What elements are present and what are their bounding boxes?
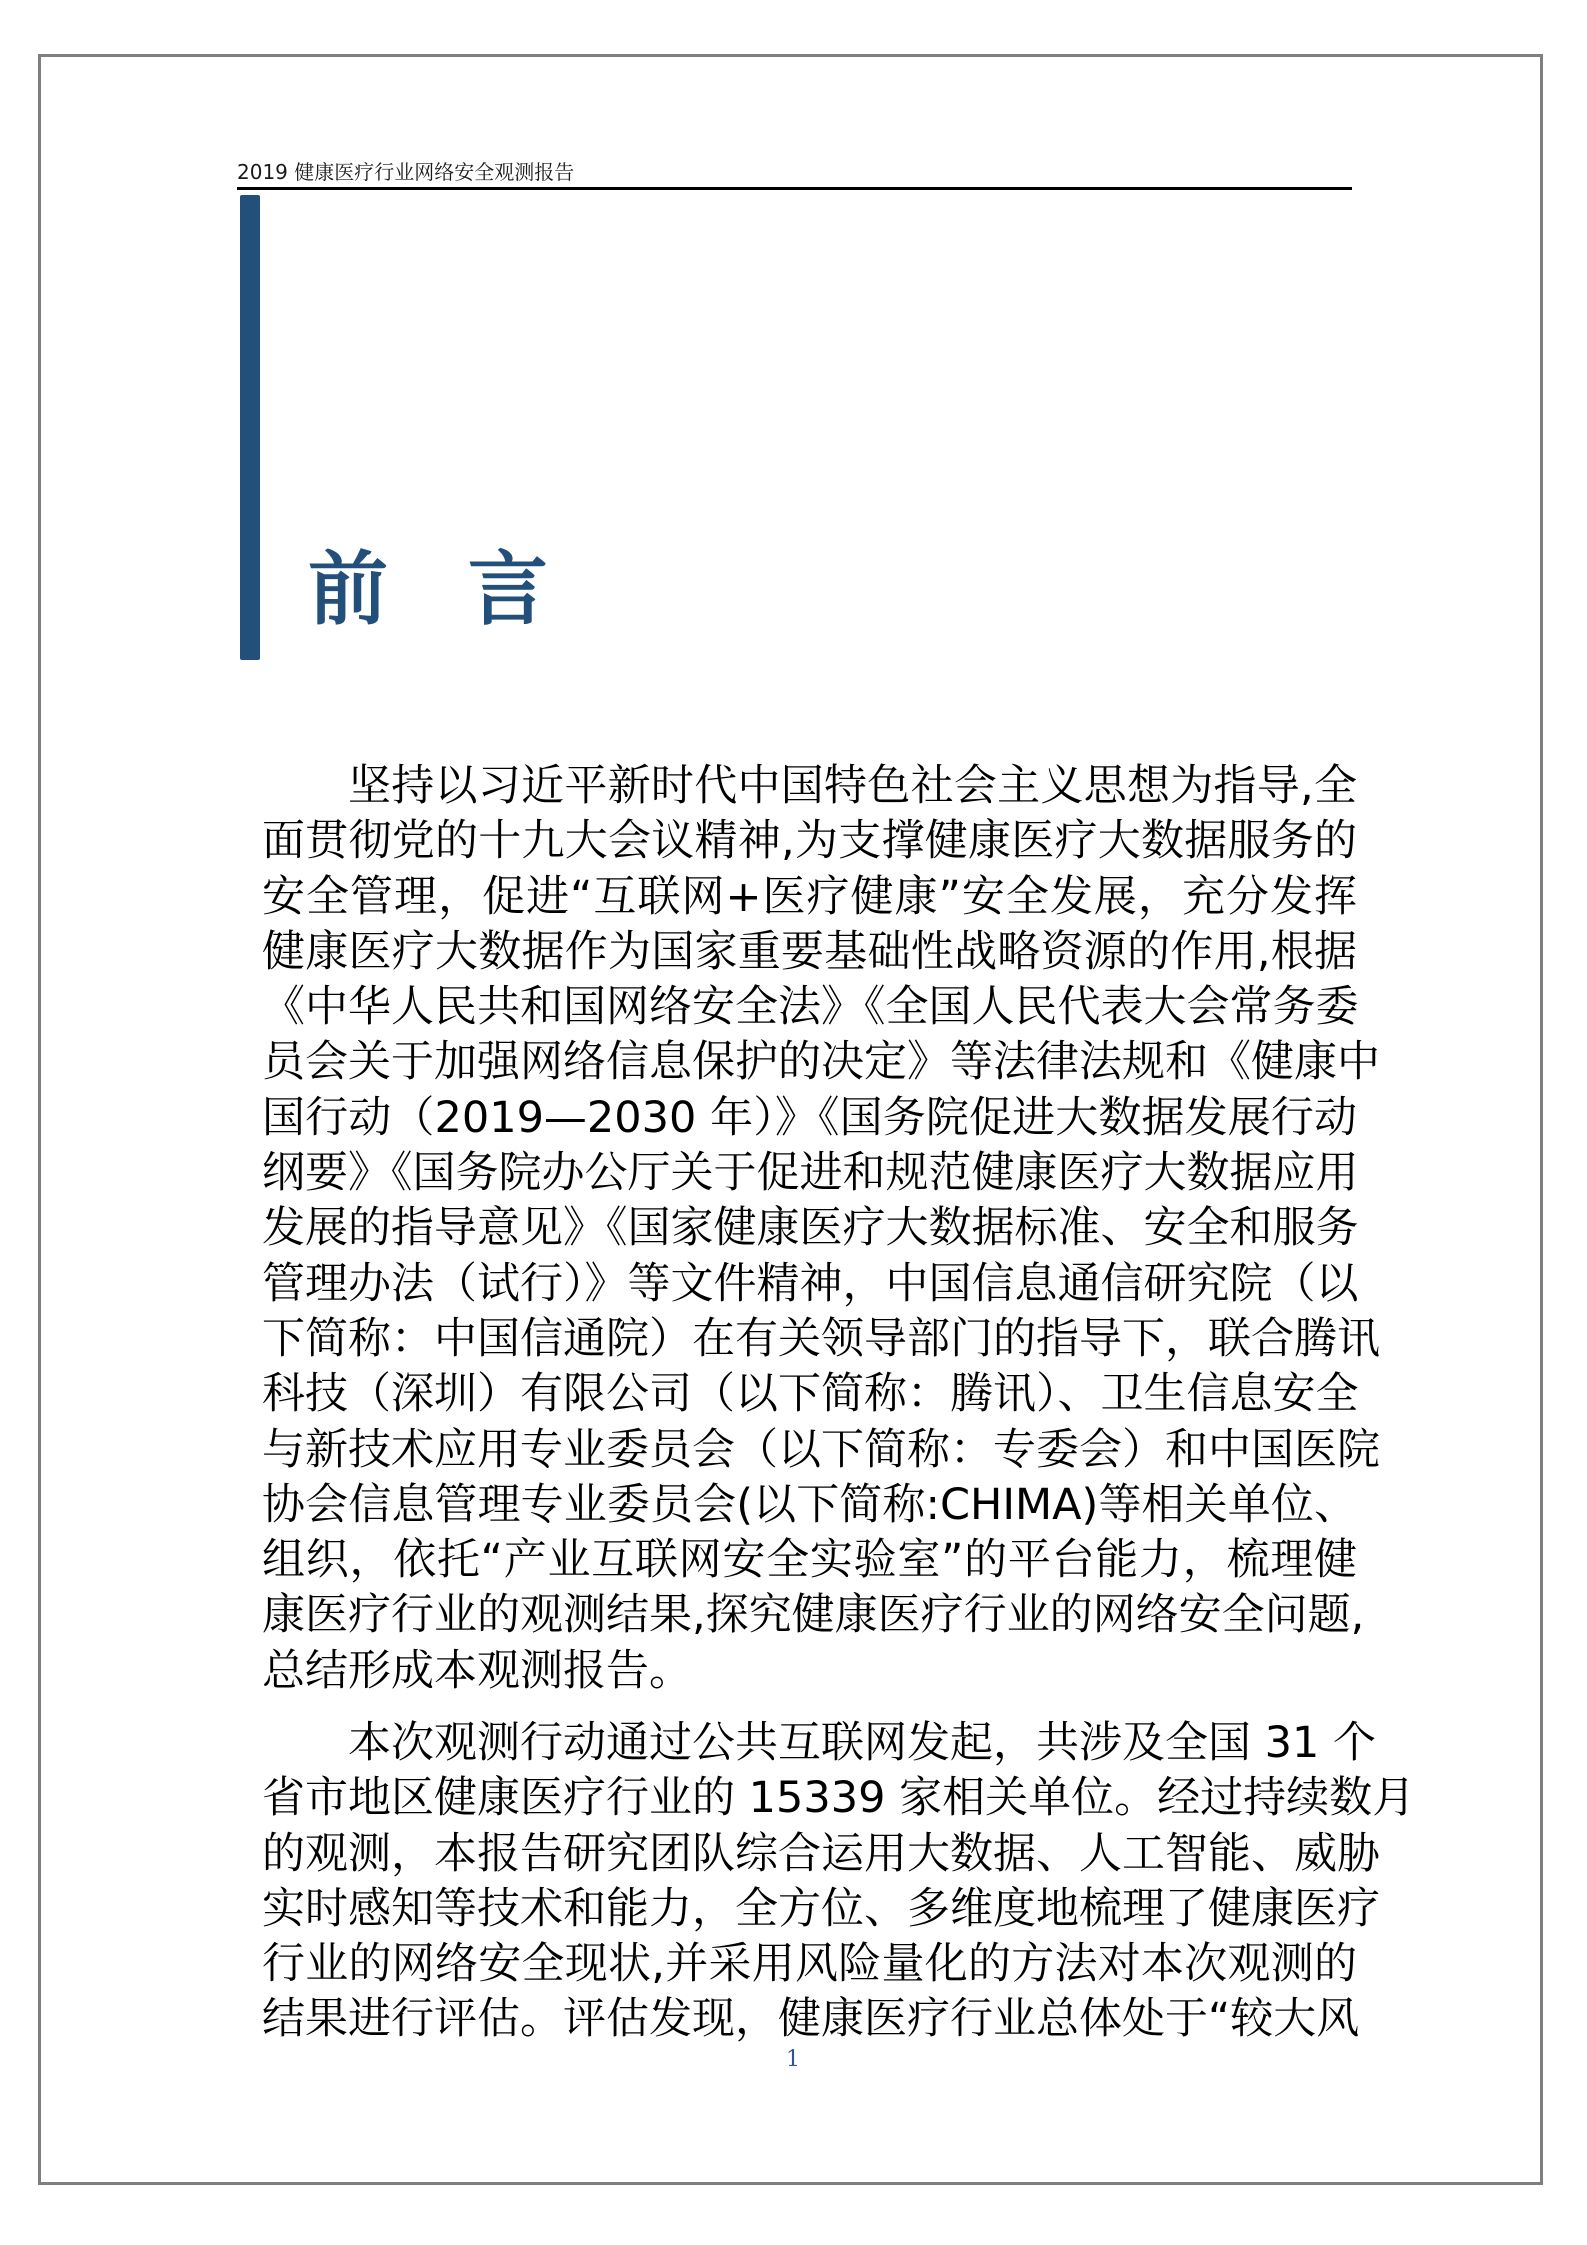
text-line: 安全管理，促进“互联网+医疗健康”安全发展，充分发挥 — [262, 871, 1357, 922]
text-line: 发展的指导意见》《国家健康医疗大数据标准、安全和服务 — [262, 1203, 1359, 1254]
text-line: 管理办法（试行）》等文件精神，中国信息通信研究院（以 — [262, 1258, 1359, 1309]
paragraph-1 — [262, 759, 1380, 1699]
text-line: 下简称：中国信通院）在有关领导部门的指导下，联合腾讯 — [262, 1313, 1380, 1364]
text-line: 纲要》《国务院办公厅关于促进和规范健康医疗大数据应用 — [262, 1148, 1359, 1199]
running-header: 2019 健康医疗行业网络安全观测报告 — [237, 160, 575, 184]
text-line: 的观测，本报告研究团队综合运用大数据、人工智能、威胁 — [262, 1828, 1380, 1879]
paragraph-2 — [262, 1716, 1416, 2048]
text-line: 员会关于加强网络信息保护的决定》等法律法规和《健康中 — [262, 1037, 1380, 1088]
text-line: 总结形成本观测报告。 — [262, 1645, 692, 1696]
text-line: 科技（深圳）有限公司（以下简称：腾讯）、卫生信息安全 — [262, 1369, 1359, 1420]
text-line: 健康医疗大数据作为国家重要基础性战略资源的作用,根据 — [262, 926, 1357, 977]
text-line: 《中华人民共和国网络安全法》《全国人民代表大会常务委 — [262, 982, 1359, 1033]
header-rule — [237, 187, 1352, 190]
text-line: 坚持以习近平新时代中国特色社会主义思想为指导,全 — [348, 761, 1357, 811]
page-number: 1 — [786, 2047, 800, 2072]
section-accent-bar — [240, 195, 260, 660]
text-line: 结果进行评估。评估发现，健康医疗行业总体处于“较大风 — [262, 1994, 1360, 2045]
text-line: 行业的网络安全现状,并采用风险量化的方法对本次观测的 — [262, 1939, 1357, 1990]
text-line: 实时感知等技术和能力，全方位、多维度地梳理了健康医疗 — [262, 1883, 1380, 1934]
text-line: 组织，依托“产业互联网安全实验室”的平台能力，梳理健 — [262, 1535, 1357, 1586]
text-line: 协会信息管理专业委员会(以下简称:CHIMA)等相关单位、 — [262, 1479, 1357, 1530]
text-line: 国行动（2019—2030 年）》《国务院促进大数据发展行动 — [262, 1092, 1357, 1143]
section-title: 前 言 — [308, 543, 574, 636]
text-line: 省市地区健康医疗行业的 15339 家相关单位。经过持续数月 — [262, 1773, 1416, 1824]
text-line: 本次观测行动通过公共互联网发起，共涉及全国 31 个 — [348, 1718, 1377, 1768]
text-line: 面贯彻党的十九大会议精神,为支撑健康医疗大数据服务的 — [262, 816, 1357, 867]
text-line: 康医疗行业的观测结果,探究健康医疗行业的网络安全问题, — [262, 1590, 1365, 1641]
text-line: 与新技术应用专业委员会（以下简称：专委会）和中国医院 — [262, 1424, 1380, 1475]
